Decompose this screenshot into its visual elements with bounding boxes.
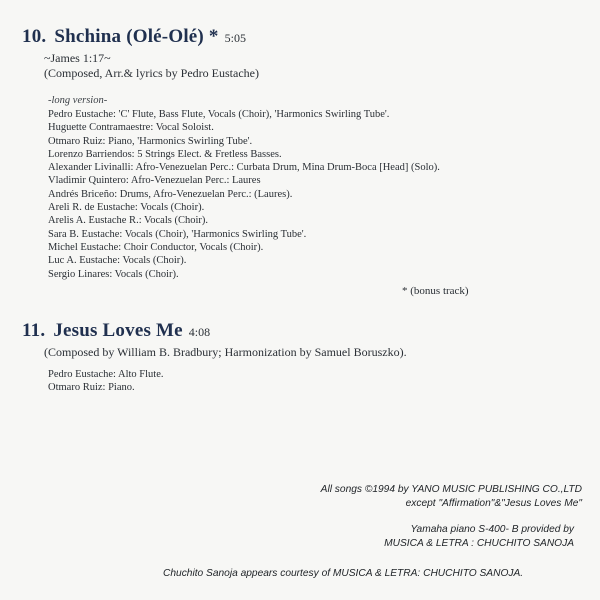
track-number: 10. <box>22 26 47 47</box>
personnel-entry: Sergio Linares: Vocals (Choir). <box>48 268 179 280</box>
track-10-subtitle: ~James 1:17~ <box>44 51 111 65</box>
personnel-entry: Andrés Briceño: Drums, Afro-Venezuelan Perc.: (Laures). <box>48 188 293 200</box>
track-11-heading <box>22 320 210 342</box>
personnel-entry: Otmaro Ruiz: Piano. <box>48 382 135 394</box>
track-title: Shchina (Olé-Olé) * <box>54 26 219 47</box>
bonus-track-note: * (bonus track) <box>402 285 469 297</box>
personnel-entry: Huguette Contramaestre: Vocal Soloist. <box>48 122 214 134</box>
personnel-entry: Arelis A. Eustache R.: Vocals (Choir). <box>48 215 209 227</box>
personnel-entry: Areli R. de Eustache: Vocals (Choir). <box>48 202 205 214</box>
personnel-entry: Sara B. Eustache: Vocals (Choir), 'Harmonics Swirling Tube'. <box>48 228 307 240</box>
track-number: 11. <box>22 320 46 341</box>
copyright-line-1: All songs ©1994 by YANO MUSIC PUBLISHING CO.,LTD <box>320 484 582 495</box>
personnel-entry: Otmaro Ruiz: Piano, 'Harmonics Swirling Tube'. <box>48 135 253 147</box>
copyright-line-2: except "Affirmation"&"Jesus Loves Me" <box>405 498 582 509</box>
personnel-entry: Michel Eustache: Choir Conductor, Vocals (Choir). <box>48 241 264 253</box>
personnel-entry: Vladimir Quintero: Afro-Venezuelan Perc.: Laures <box>48 175 261 187</box>
piano-credit-line-2: MUSICA & LETRA : CHUCHITO SANOJA <box>384 538 574 549</box>
personnel-entry: Pedro Eustache: 'C' Flute, Bass Flute, Vocals (Choir), 'Harmonics Swirling Tube'. <box>48 109 390 120</box>
track-11-personnel-list <box>48 368 164 395</box>
courtesy-line: Chuchito Sanoja appears courtesy of MUSICA & LETRA: CHUCHITO SANOJA. <box>163 568 524 579</box>
personnel-entry: Luc A. Eustache: Vocals (Choir). <box>48 255 187 267</box>
piano-credit-line-1: Yamaha piano S-400- B provided by <box>410 524 574 535</box>
personnel-entry: Alexander Livinalli: Afro-Venezuelan Perc.: Curbata Drum, Mina Drum-Boca [Head] (Solo). <box>48 162 440 174</box>
track-duration: 4:08 <box>188 325 211 339</box>
track-duration: 5:05 <box>224 31 246 45</box>
track-10-heading <box>22 26 246 48</box>
track-title: Jesus Loves Me <box>53 320 183 341</box>
personnel-entry: Pedro Eustache: Alto Flute. <box>48 369 164 380</box>
track-10-personnel-list <box>48 108 440 281</box>
track-11-credit: (Composed by William B. Bradbury; Harmonization by Samuel Boruszko). <box>44 345 407 359</box>
track-10-credit: (Composed, Arr.& lyrics by Pedro Eustache) <box>44 66 259 80</box>
personnel-entry: Lorenzo Barriendos: 5 Strings Elect. & Fretless Basses. <box>48 148 282 160</box>
track-10-version-label: -long version- <box>48 95 108 106</box>
